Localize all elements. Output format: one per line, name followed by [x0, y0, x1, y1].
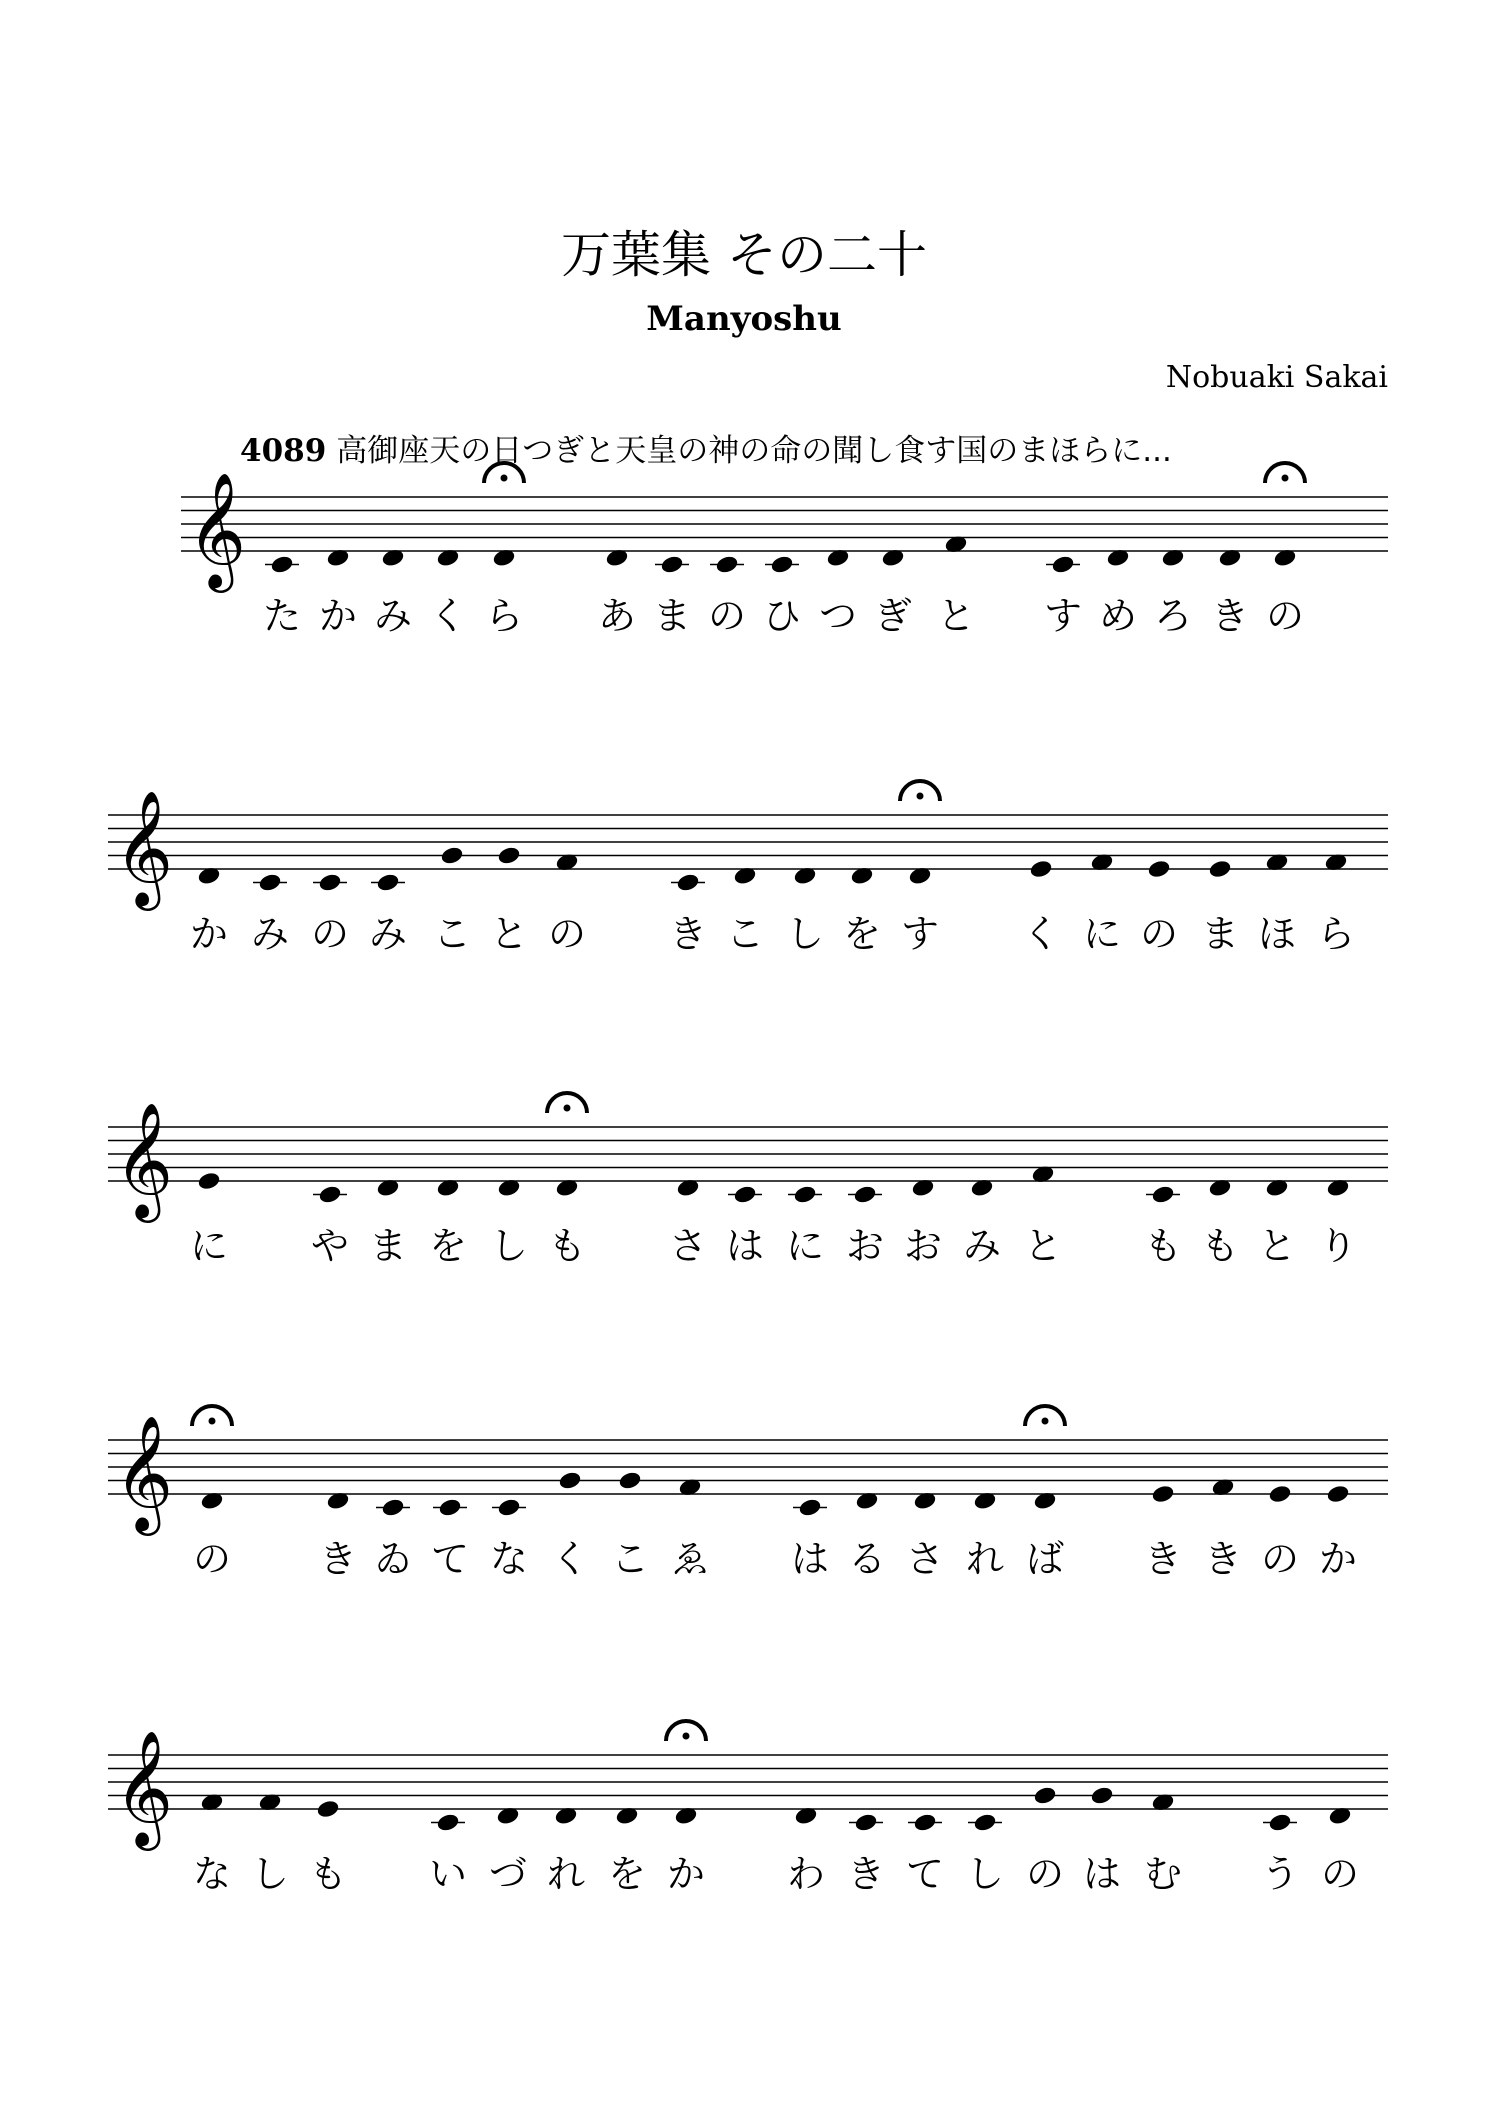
lyric-syllable: め — [1098, 594, 1138, 638]
fermata-dot — [501, 475, 508, 482]
note — [1144, 1184, 1182, 1268]
composer-name: Nobuaki Sakai — [1165, 360, 1388, 395]
note — [490, 1177, 528, 1268]
note — [1144, 1792, 1182, 1896]
note — [963, 1177, 1001, 1268]
note — [429, 1177, 467, 1268]
lyric-syllable: も — [308, 1852, 348, 1896]
lyric-syllable: て — [905, 1852, 945, 1896]
lyric-syllable: に — [785, 1224, 825, 1268]
lyric-syllable: と — [936, 594, 976, 638]
lyric-syllable: の — [707, 594, 747, 638]
note — [433, 845, 471, 956]
lyric-syllable: や — [310, 1224, 350, 1268]
lyric-syllable: ま — [1200, 912, 1240, 956]
notehead — [316, 1799, 341, 1820]
lyric-syllable: の — [547, 912, 587, 956]
lyric-syllable: し — [785, 912, 825, 956]
lyric-syllable: く — [550, 1537, 590, 1581]
notehead — [197, 1171, 222, 1192]
notehead — [1029, 859, 1054, 880]
note — [1261, 1484, 1299, 1581]
treble-clef-icon: 𝄞 — [114, 1729, 174, 1846]
note — [1024, 1164, 1062, 1268]
note — [653, 554, 691, 638]
lyric-syllable: ひ — [762, 594, 802, 638]
lyric-syllable: ゑ — [670, 1537, 710, 1581]
lyric-syllable: お — [845, 1224, 885, 1268]
lyric-syllable: の — [1139, 912, 1179, 956]
fermata-dot — [917, 793, 924, 800]
lyric-syllable: き — [318, 1537, 358, 1581]
note — [311, 872, 349, 956]
note — [791, 1497, 829, 1581]
fermata-dot — [1042, 1418, 1049, 1425]
note — [319, 1490, 357, 1581]
lyric-syllable: か — [1318, 1537, 1358, 1581]
staff-system — [108, 1721, 1388, 1896]
lyric-syllable: し — [250, 1852, 290, 1896]
note — [547, 1805, 585, 1896]
note — [1144, 1484, 1182, 1581]
notehead — [1268, 1484, 1293, 1505]
note — [786, 1184, 824, 1268]
lyric-syllable: ぎ — [873, 594, 913, 638]
lyric-syllable: に — [189, 1224, 229, 1268]
lyric-syllable: き — [846, 1852, 886, 1896]
note — [369, 1177, 407, 1268]
lyric-syllable: も — [547, 1224, 587, 1268]
lyric-syllable: わ — [786, 1852, 826, 1896]
note — [906, 1490, 944, 1581]
lyric-syllable: ま — [652, 594, 692, 638]
lyric-syllable: の — [192, 1537, 232, 1581]
fermata-dot — [683, 1733, 690, 1740]
lyric-syllable: し — [965, 1852, 1005, 1896]
lyric-syllable: こ — [610, 1537, 650, 1581]
notehead — [1208, 859, 1233, 880]
lyric-syllable: む — [1143, 1852, 1183, 1896]
note — [904, 1177, 942, 1268]
note — [819, 547, 857, 638]
note — [787, 1805, 825, 1896]
lyric-syllable: と — [489, 912, 529, 956]
staff-system — [181, 463, 1388, 638]
lyric-syllable: ら — [484, 594, 524, 638]
lyric-syllable: も — [1143, 1224, 1183, 1268]
note — [846, 1184, 884, 1268]
lyric-syllable: さ — [668, 1224, 708, 1268]
lyric-syllable: き — [668, 912, 708, 956]
notehead — [1326, 1484, 1351, 1505]
fermata-dot — [564, 1105, 571, 1112]
note — [429, 547, 467, 638]
lyric-syllable: ろ — [1153, 594, 1193, 638]
note — [1211, 547, 1249, 638]
lyric-syllable: み — [250, 912, 290, 956]
note — [548, 852, 586, 956]
note — [1140, 859, 1178, 956]
note — [1204, 1477, 1242, 1581]
note — [490, 1497, 528, 1581]
note — [374, 547, 412, 638]
notehead — [558, 1470, 583, 1491]
lyric-syllable: す — [1043, 594, 1083, 638]
lyric-syllable: す — [900, 912, 940, 956]
note — [1317, 852, 1355, 956]
note — [763, 554, 801, 638]
lyric-syllable: さ — [905, 1537, 945, 1581]
lyric-syllable: き — [1143, 1537, 1183, 1581]
poem-number: 4089 — [240, 433, 327, 469]
lyric-syllable: の — [1320, 1852, 1360, 1896]
note — [1319, 1484, 1357, 1581]
note — [263, 554, 301, 638]
note — [374, 1497, 412, 1581]
note — [1099, 547, 1137, 638]
note — [1044, 554, 1082, 638]
lyric-syllable: れ — [546, 1852, 586, 1896]
lyric-syllable: く — [1021, 912, 1061, 956]
lyric-syllable: ま — [368, 1224, 408, 1268]
lyric-syllable: ゐ — [373, 1537, 413, 1581]
note — [786, 865, 824, 956]
lyric-syllable: と — [1257, 1224, 1297, 1268]
lyric-syllable: な — [489, 1537, 529, 1581]
note — [847, 1812, 885, 1896]
lyric-syllable: く — [428, 594, 468, 638]
note — [611, 1470, 649, 1581]
note — [1261, 1812, 1299, 1896]
fermata-dot — [209, 1418, 216, 1425]
staff-system — [108, 781, 1388, 956]
note — [726, 865, 764, 956]
note — [190, 865, 228, 956]
fermata-dot — [1282, 475, 1289, 482]
notehead — [618, 1470, 643, 1491]
note — [489, 1805, 527, 1896]
lyric-syllable: ほ — [1257, 912, 1297, 956]
lyric-syllable: み — [368, 912, 408, 956]
note — [1154, 547, 1192, 638]
poem-text: 高御座天の日つぎと天皇の神の命の聞し食す国のまほらに... — [336, 433, 1172, 469]
note — [843, 865, 881, 956]
note — [848, 1490, 886, 1581]
note — [251, 872, 289, 956]
note — [1258, 1177, 1296, 1268]
staff-system — [108, 1093, 1388, 1268]
note — [937, 534, 975, 638]
note — [669, 872, 707, 956]
lyric-syllable: た — [262, 594, 302, 638]
lyric-syllable: も — [1200, 1224, 1240, 1268]
lyric-syllable: は — [1082, 1852, 1122, 1896]
notehead — [1151, 1484, 1176, 1505]
note — [1258, 852, 1296, 956]
note — [190, 1171, 228, 1268]
lyric-syllable: の — [1025, 1852, 1065, 1896]
notehead — [497, 845, 522, 866]
note — [490, 845, 528, 956]
lyric-syllable: と — [1023, 1224, 1063, 1268]
lyric-syllable: は — [725, 1224, 765, 1268]
lyric-syllable: う — [1260, 1852, 1300, 1896]
note — [708, 554, 746, 638]
note — [726, 1184, 764, 1268]
lyric-syllable: て — [430, 1537, 470, 1581]
note — [669, 1177, 707, 1268]
note — [193, 1792, 231, 1896]
note — [598, 547, 636, 638]
lyric-syllable: は — [790, 1537, 830, 1581]
treble-clef-icon: 𝄞 — [114, 1414, 174, 1531]
lyric-syllable: つ — [818, 594, 858, 638]
notehead — [1033, 1785, 1058, 1806]
note — [966, 1490, 1004, 1581]
lyric-syllable: き — [1210, 594, 1250, 638]
lyric-syllable: し — [489, 1224, 529, 1268]
note — [906, 1812, 944, 1896]
treble-clef-icon: 𝄞 — [114, 1101, 174, 1218]
note — [1026, 1785, 1064, 1896]
lyric-syllable: ば — [1025, 1537, 1065, 1581]
lyric-syllable: を — [842, 912, 882, 956]
lyric-syllable: き — [1203, 1537, 1243, 1581]
lyric-syllable: を — [428, 1224, 468, 1268]
note — [1319, 1177, 1357, 1268]
note — [251, 1792, 289, 1896]
note — [551, 1470, 589, 1581]
lyric-syllable: こ — [725, 912, 765, 956]
poem-heading — [240, 433, 1172, 469]
lyric-syllable: こ — [432, 912, 472, 956]
lyric-syllable: か — [318, 594, 358, 638]
score-title: 万葉集 その二十 — [561, 226, 927, 284]
note — [429, 1812, 467, 1896]
note — [1022, 859, 1060, 956]
note — [966, 1812, 1004, 1896]
score-subtitle: Manyoshu — [646, 299, 842, 339]
note — [1083, 1785, 1121, 1896]
lyric-syllable: を — [607, 1852, 647, 1896]
note — [1083, 852, 1121, 956]
note — [874, 547, 912, 638]
lyric-syllable: に — [1082, 912, 1122, 956]
staff-system — [108, 1406, 1388, 1581]
notehead — [440, 845, 465, 866]
note — [671, 1477, 709, 1581]
note — [319, 547, 357, 638]
music-systems — [108, 463, 1388, 1896]
lyric-syllable: か — [666, 1852, 706, 1896]
note — [1321, 1805, 1359, 1896]
note — [431, 1497, 469, 1581]
lyric-syllable: の — [310, 912, 350, 956]
note — [369, 872, 407, 956]
lyric-syllable: あ — [597, 594, 637, 638]
note — [309, 1799, 347, 1896]
lyric-syllable: い — [428, 1852, 468, 1896]
lyric-syllable: な — [192, 1852, 232, 1896]
note — [1201, 859, 1239, 956]
note — [608, 1805, 646, 1896]
note — [311, 1184, 349, 1268]
lyric-syllable: る — [847, 1537, 887, 1581]
lyric-syllable: ら — [1316, 912, 1356, 956]
lyric-syllable: の — [1260, 1537, 1300, 1581]
notehead — [1090, 1785, 1115, 1806]
lyric-syllable: り — [1318, 1224, 1358, 1268]
treble-clef-icon: 𝄞 — [187, 471, 247, 588]
treble-clef-icon: 𝄞 — [114, 789, 174, 906]
notehead — [1147, 859, 1172, 880]
lyric-syllable: み — [962, 1224, 1002, 1268]
note — [1201, 1177, 1239, 1268]
lyric-syllable: づ — [488, 1852, 528, 1896]
lyric-syllable: お — [903, 1224, 943, 1268]
lyric-syllable: れ — [965, 1537, 1005, 1581]
lyric-syllable: の — [1265, 594, 1305, 638]
lyric-syllable: か — [189, 912, 229, 956]
lyric-syllable: み — [373, 594, 413, 638]
